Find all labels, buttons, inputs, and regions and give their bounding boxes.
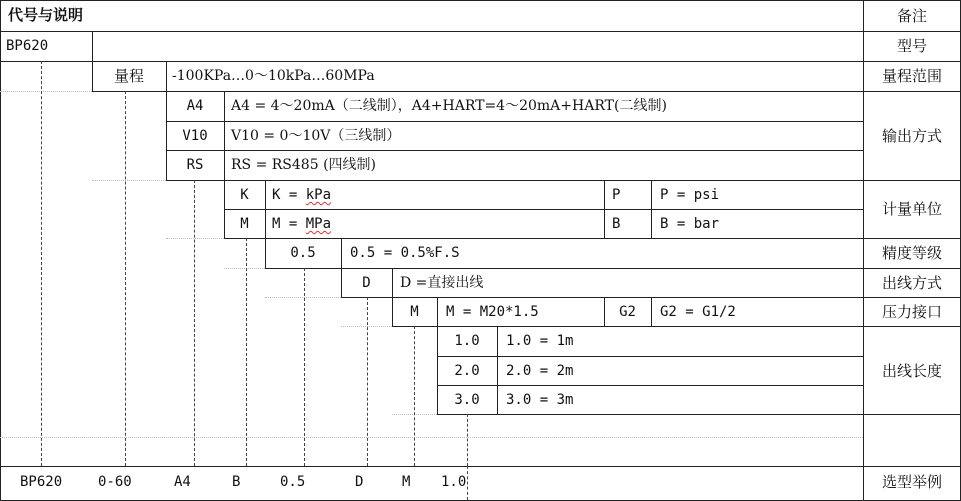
model-remark: 型号 xyxy=(896,37,927,55)
rule xyxy=(265,268,961,269)
rule xyxy=(166,180,961,181)
output-code-v10: V10 xyxy=(182,128,208,144)
leader-line xyxy=(414,326,415,466)
example-accuracy: 0.5 xyxy=(280,474,306,490)
example-remark: 选型举例 xyxy=(881,473,942,491)
range-value: -100KPa…0～10kPa…60MPa xyxy=(172,68,375,84)
range-label: 量程 xyxy=(113,67,144,85)
pressure-code: M xyxy=(410,304,419,320)
length-code-3: 3.0 xyxy=(454,392,480,408)
outlet-code: D xyxy=(362,275,371,291)
length-desc-2: 2.0 = 2m xyxy=(506,363,574,379)
length-desc-3: 3.0 = 3m xyxy=(506,392,574,408)
unit-code-m: M xyxy=(240,216,249,232)
guide-line xyxy=(92,180,166,181)
unit-remark: 计量单位 xyxy=(881,200,942,218)
example-length: 1.0 xyxy=(441,474,467,490)
length-code-2: 2.0 xyxy=(454,363,480,379)
leader-line xyxy=(41,61,42,466)
unit-code-p: P xyxy=(612,187,621,203)
unit-desc-p: P = psi xyxy=(660,187,720,203)
guide-line xyxy=(224,268,265,269)
outlet-remark: 出线方式 xyxy=(881,274,942,292)
rule xyxy=(437,356,863,357)
example-pressure: M xyxy=(402,474,411,490)
rule xyxy=(92,91,961,92)
guide-line xyxy=(0,437,863,438)
leader-line xyxy=(304,268,305,466)
rule xyxy=(437,414,961,415)
rule xyxy=(166,121,863,122)
example-unit: B xyxy=(232,474,241,490)
rule xyxy=(0,61,961,62)
length-remark: 出线长度 xyxy=(881,362,942,380)
leader-line xyxy=(194,180,195,466)
example-range: 0-60 xyxy=(98,474,132,490)
model-code: BP620 xyxy=(6,38,49,54)
pressure-desc: M = M20*1.5 xyxy=(446,304,539,320)
accuracy-code: 0.5 xyxy=(290,245,316,261)
output-desc-v10: V10 = 0～10V（三线制） xyxy=(231,128,401,144)
rule xyxy=(604,180,605,238)
leader-line xyxy=(367,297,368,466)
range-remark: 量程范围 xyxy=(881,67,942,85)
rule xyxy=(166,150,863,151)
output-code-rs: RS xyxy=(186,157,204,173)
unit-kpa: kPa xyxy=(305,187,332,203)
unit-desc-k: K = kPa xyxy=(272,187,332,203)
length-desc-1: 1.0 = 1m xyxy=(506,333,574,349)
unit-desc-m: M = MPa xyxy=(272,216,332,232)
accuracy-desc: 0.5 = 0.5%F.S xyxy=(350,245,460,261)
unit-code-k: K xyxy=(240,187,249,203)
rule xyxy=(224,209,863,210)
output-remark: 输出方式 xyxy=(881,127,942,145)
header-title: 代号与说明 xyxy=(8,6,84,24)
output-desc-a4: A4 = 4～20mA（二线制），A4+HART=4～20mA+HART(二线制) xyxy=(231,98,667,114)
unit-mpa: MPa xyxy=(305,216,332,232)
rule xyxy=(392,326,961,327)
rule xyxy=(0,0,1,501)
rule xyxy=(651,297,652,326)
leader-line xyxy=(246,238,247,466)
leader-line xyxy=(467,466,468,500)
length-code-1: 1.0 xyxy=(454,333,480,349)
pressure-code2: G2 xyxy=(619,304,636,320)
leader-line xyxy=(467,414,468,466)
pressure-desc2: G2 = G1/2 xyxy=(660,304,736,320)
guide-line xyxy=(265,297,341,298)
rule xyxy=(651,180,652,238)
output-code-a4: A4 xyxy=(186,98,204,114)
unit-code-b: B xyxy=(612,216,621,232)
example-model: BP620 xyxy=(20,474,63,490)
pressure-remark: 压力接口 xyxy=(881,303,942,321)
example-outlet: D xyxy=(355,474,364,490)
leader-line xyxy=(125,91,126,466)
unit-desc-b: B = bar xyxy=(660,216,720,232)
example-output: A4 xyxy=(174,474,191,490)
outlet-desc: D =直接出线 xyxy=(400,275,484,291)
guide-line xyxy=(0,91,92,92)
rule xyxy=(0,31,961,32)
rule xyxy=(0,466,961,467)
header-remarks: 备注 xyxy=(896,7,927,25)
rule xyxy=(92,31,93,61)
rule xyxy=(497,326,498,414)
rule xyxy=(224,238,961,239)
guide-line xyxy=(166,238,224,239)
output-desc-rs: RS = RS485 (四线制) xyxy=(231,157,376,173)
accuracy-remark: 精度等级 xyxy=(881,244,942,262)
rule xyxy=(437,385,863,386)
rule xyxy=(0,0,961,1)
